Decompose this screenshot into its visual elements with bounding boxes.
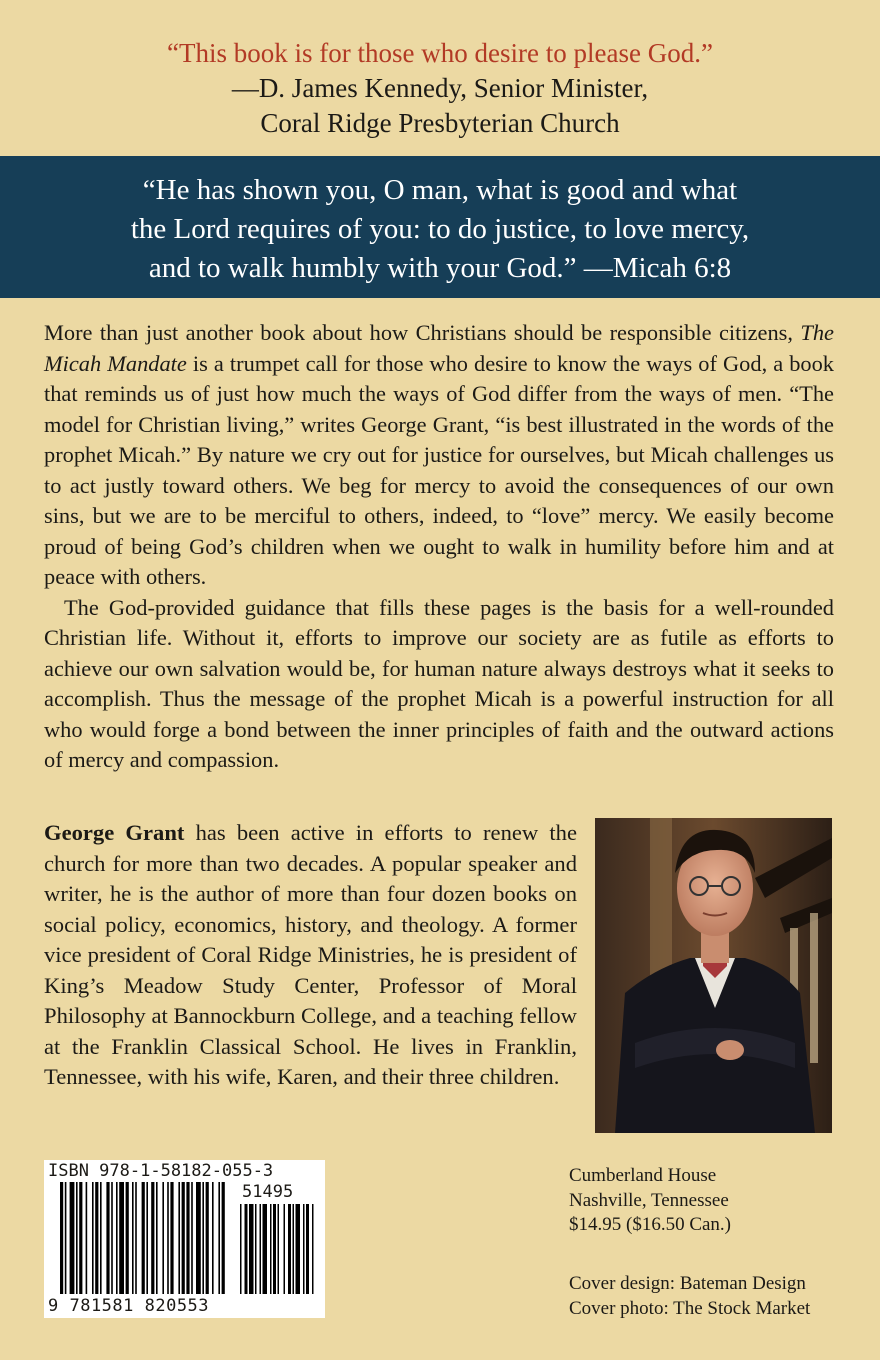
barcode-bar	[142, 1182, 145, 1294]
barcode-bar	[212, 1182, 214, 1294]
barcode-bar	[202, 1182, 204, 1294]
book-price: $14.95 ($16.50 Can.)	[569, 1214, 732, 1235]
barcode-bar	[92, 1182, 94, 1294]
barcode-bar	[119, 1182, 124, 1294]
description-paragraph	[44, 318, 834, 593]
author-name: George Grant	[44, 820, 185, 845]
barcode-bar	[111, 1182, 113, 1294]
barcode-bar	[182, 1182, 185, 1294]
isbn-text: ISBN 978-1-58182-055-3	[48, 1161, 274, 1181]
barcode-bar	[146, 1182, 148, 1294]
publisher-city: Nashville, Tennessee	[569, 1189, 729, 1211]
endorsement-attribution: —D. James Kennedy, Senior Minister,	[231, 73, 649, 103]
publisher-name: Cumberland House	[569, 1165, 717, 1186]
barcode-bar	[116, 1182, 118, 1294]
barcode-bar	[86, 1182, 88, 1294]
price-barcode-bar	[270, 1204, 272, 1294]
barcode-bar	[106, 1182, 109, 1294]
barcode-bar	[222, 1182, 225, 1294]
book-title: The Micah Mandate	[44, 320, 834, 376]
barcode-bar	[76, 1182, 78, 1294]
barcode-bar	[79, 1182, 82, 1294]
publisher-info	[569, 1164, 731, 1238]
barcode-number: 9 781581 820553	[48, 1296, 210, 1316]
price-barcode-bar	[284, 1204, 286, 1294]
barcode-bar	[156, 1182, 158, 1294]
barcode-bar	[167, 1182, 169, 1294]
barcode-bars	[44, 1160, 325, 1318]
barcode-bar	[218, 1182, 220, 1294]
barcode-bar	[60, 1182, 63, 1294]
author-photo-image	[595, 818, 832, 1133]
barcode-bar	[191, 1182, 193, 1294]
barcode-bar	[151, 1182, 154, 1294]
scripture-line: the Lord requires of you: to do justice, to love mercy,	[130, 213, 750, 245]
endorsement	[0, 36, 880, 141]
author-bio	[44, 818, 577, 1093]
endorsement-quote: “This book is for those who desire to please God.”	[167, 38, 713, 68]
barcode-bar	[100, 1182, 102, 1294]
price-barcode-bar	[293, 1204, 295, 1294]
barcode-bar	[206, 1182, 209, 1294]
price-barcode-bar	[260, 1204, 262, 1294]
cover-credits	[569, 1272, 810, 1321]
author-photo	[595, 818, 832, 1133]
barcode-bar	[162, 1182, 164, 1294]
price-barcode-bar	[296, 1204, 301, 1294]
barcode-bar	[196, 1182, 201, 1294]
cover-photo-credit: Cover photo: The Stock Market	[569, 1297, 811, 1319]
price-barcode-bar	[249, 1204, 254, 1294]
price-barcode-bar	[303, 1204, 305, 1294]
scripture-line: “He has shown you, O man, what is good and what	[142, 174, 738, 206]
price-barcode-bar	[288, 1204, 291, 1294]
description-text: is a trumpet call for those who desire to know the ways of God, a book that reminds us of just how much the ways of God differ from the ways of men. “The model for Christian living,” writes George Grant, “is best illustrated in the words of the prophet Micah.” By nature we cry out for justice for ourselves, but Micah challenges us to act justly toward others. We beg for mercy to avoid the consequences of our own sins, but we are to be merciful to others, indeed, to “love” mercy. We easily become proud of being God’s children when we ought to walk in humility before him and at peace with others.	[44, 350, 834, 589]
price-barcode-bar	[240, 1204, 242, 1294]
author-bio-text: has been active in efforts to renew the church for more than two decades. A popular speaker and writer, he is the author of more than four dozen books on social policy, economics, history, and theology. A former vice president of Coral Ridge Ministries, he is president of King’s Meadow Study Center, Professor of Moral Philosophy at Bannockburn College, and a teaching fellow at the Franklin Classical School. He lives in Franklin, Tennessee, with his wife, Karen, and their three children.	[44, 820, 577, 1089]
barcode-bar	[178, 1182, 180, 1294]
scripture-banner	[0, 156, 880, 298]
barcode-bar	[132, 1182, 134, 1294]
barcode-bar	[70, 1182, 75, 1294]
barcode-bar	[170, 1182, 173, 1294]
barcode-bar	[135, 1182, 137, 1294]
book-description	[44, 318, 834, 776]
price-barcode-bar	[278, 1204, 280, 1294]
barcode-bar	[126, 1182, 129, 1294]
isbn-barcode	[44, 1160, 325, 1318]
price-code: 51495	[242, 1182, 294, 1202]
scripture-line: and to walk humbly with your God.” —Micah 6:8	[148, 252, 732, 284]
price-barcode-bar	[306, 1204, 309, 1294]
endorsement-affiliation: Coral Ridge Presbyterian Church	[260, 108, 620, 138]
cover-design-credit: Cover design: Bateman Design	[569, 1273, 806, 1294]
description-paragraph: The God-provided guidance that fills these pages is the basis for a well-rounded Christian life. Without it, efforts to improve our society are as futile as efforts to achieve our own salvation would be, for human nature always destroys what it seeks to accomplish. Thus the message of the prophet Micah is a powerful instruction for all who would forge a bond between the inner principles of faith and the outward actions of mercy and compassion.	[44, 594, 834, 772]
description-intro: More than just another book about how Christians should be responsible citizens,	[44, 320, 793, 345]
price-barcode-bar	[255, 1204, 257, 1294]
price-barcode-bar	[263, 1204, 268, 1294]
price-barcode-bar	[273, 1204, 276, 1294]
barcode-bar	[95, 1182, 98, 1294]
price-barcode-bar	[312, 1204, 314, 1294]
price-barcode-bar	[245, 1204, 248, 1294]
barcode-bar	[65, 1182, 67, 1294]
barcode-bar	[186, 1182, 189, 1294]
